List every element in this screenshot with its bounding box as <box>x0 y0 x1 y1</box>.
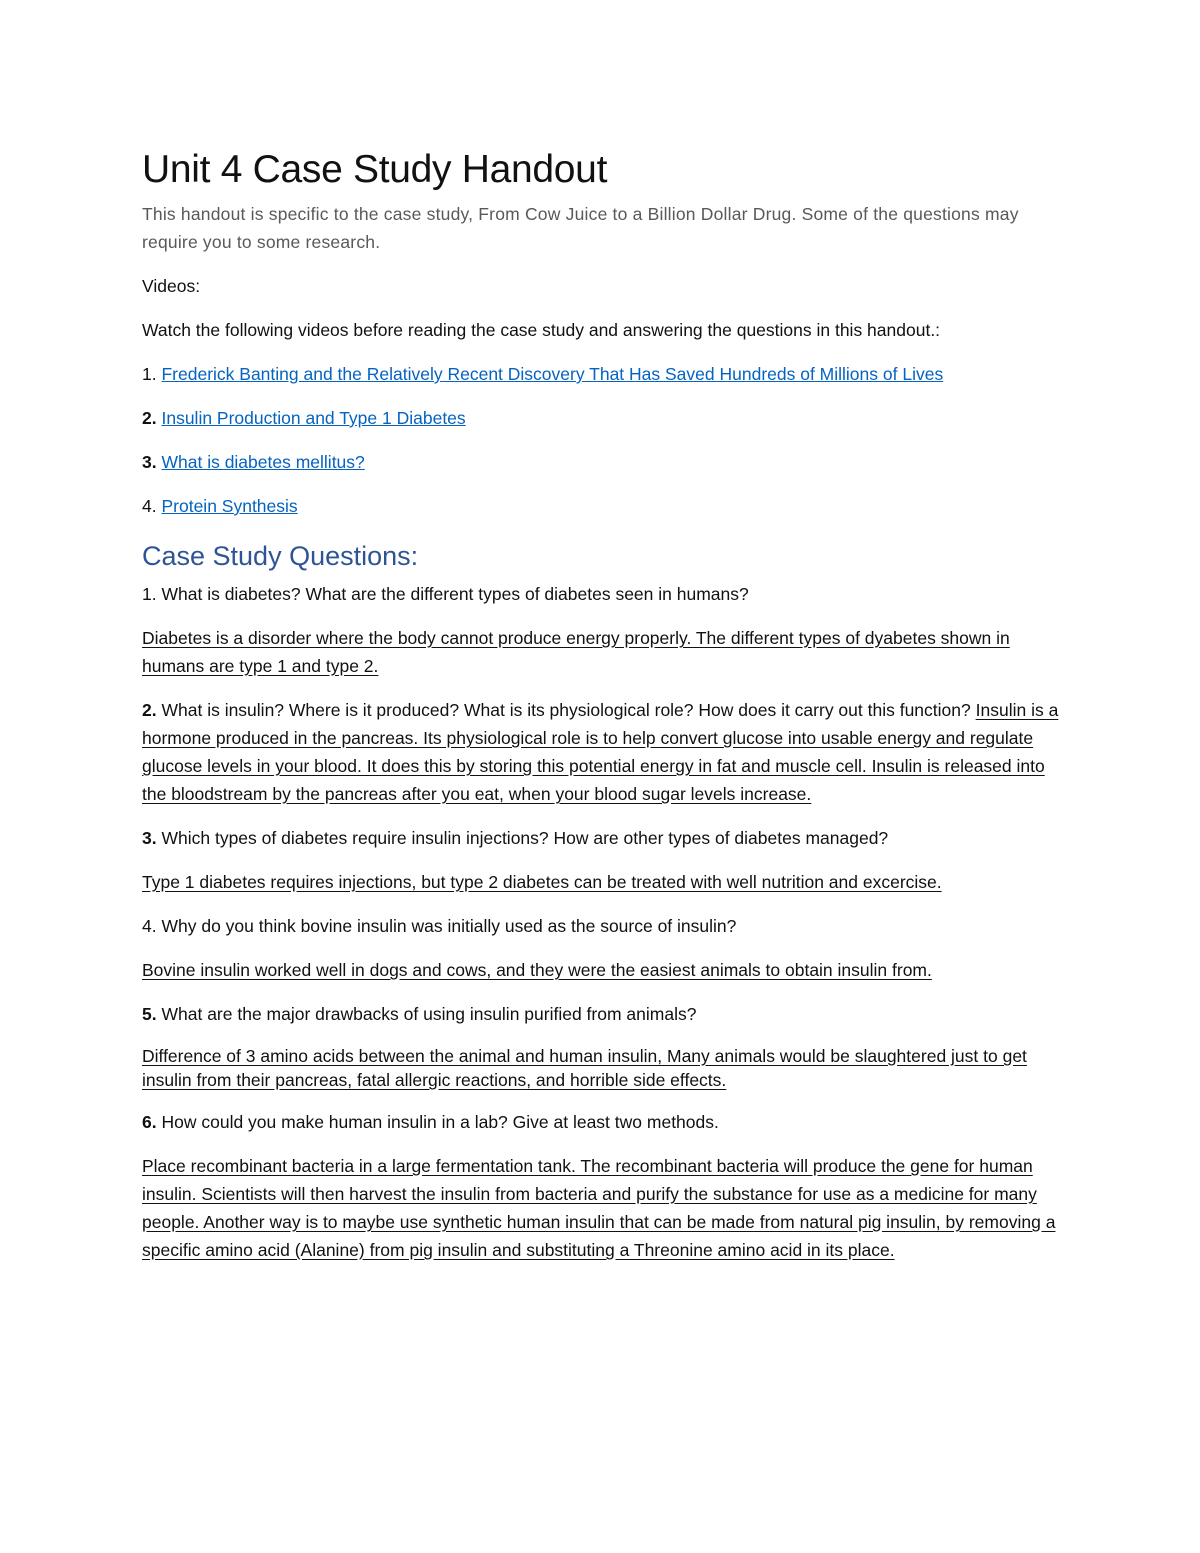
video-number: 4. <box>142 496 157 516</box>
video-link-insulin-production[interactable]: Insulin Production and Type 1 Diabetes <box>161 408 466 428</box>
video-item <box>142 360 1072 388</box>
video-item <box>142 448 1072 476</box>
questions-heading: Case Study Questions: <box>142 541 419 571</box>
videos-label: Videos: <box>142 276 201 296</box>
question-text: Which types of diabetes require insulin injections? How are other types of diabetes managed? <box>161 828 889 848</box>
question-1 <box>142 580 1072 608</box>
video-number: 1. <box>142 364 157 384</box>
question-text: Why do you think bovine insulin was initially used as the source of insulin? <box>161 916 737 936</box>
question-number: 5. <box>142 1004 157 1024</box>
answer-3: Type 1 diabetes requires injections, but type 2 diabetes can be treated with well nutrition and excercise. <box>142 872 942 892</box>
answer-4: Bovine insulin worked well in dogs and cows, and they were the easiest animals to obtain insulin from. <box>142 960 932 980</box>
video-link-diabetes-mellitus[interactable]: What is diabetes mellitus? <box>161 452 365 472</box>
page-subtitle: This handout is specific to the case study, From Cow Juice to a Billion Dollar Drug. Some of the questions may require you to some research. <box>142 204 1019 252</box>
answer-1: Diabetes is a disorder where the body cannot produce energy properly. The different types of dyabetes shown in humans are type 1 and type 2. <box>142 628 1010 676</box>
video-link-protein-synthesis[interactable]: Protein Synthesis <box>161 496 298 516</box>
answer-6: Place recombinant bacteria in a large fermentation tank. The recombinant bacteria will produce the gene for human insulin. Scientists will then harvest the insulin from bacteria and purify the substance for use as a medicine for many people. Another way is to maybe use synthetic human insulin that can be made from natural pig insulin, by removing a specific amino acid (Alanine) from pig insulin and substituting a Threonine amino acid in its place. <box>142 1156 1056 1260</box>
question-text: What is insulin? Where is it produced? What is its physiological role? How does it carry out this function? <box>161 700 971 720</box>
video-link-banting[interactable]: Frederick Banting and the Relatively Recent Discovery That Has Saved Hundreds of Millions of Lives <box>161 364 944 384</box>
video-number: 2. <box>142 408 157 428</box>
question-text: How could you make human insulin in a lab? Give at least two methods. <box>161 1112 719 1132</box>
page-title: Unit 4 Case Study Handout <box>142 148 608 191</box>
answer-5: Difference of 3 amino acids between the animal and human insulin, Many animals would be slaughtered just to get insulin from their pancreas, fatal allergic reactions, and horrible side effects. <box>142 1046 1027 1090</box>
question-4 <box>142 912 1072 940</box>
question-number: 4. <box>142 916 157 936</box>
question-number: 2. <box>142 700 157 720</box>
video-item <box>142 404 1072 432</box>
question-number: 6. <box>142 1112 157 1132</box>
question-text: What are the major drawbacks of using insulin purified from animals? <box>161 1004 697 1024</box>
question-5 <box>142 1000 1072 1028</box>
question-6 <box>142 1108 1072 1136</box>
question-number: 3. <box>142 828 157 848</box>
video-number: 3. <box>142 452 157 472</box>
videos-intro: Watch the following videos before reading the case study and answering the questions in this handout.: <box>142 320 941 340</box>
question-text: What is diabetes? What are the different types of diabetes seen in humans? <box>161 584 749 604</box>
question-number: 1. <box>142 584 157 604</box>
question-3 <box>142 824 1072 852</box>
answer-2: Insulin is a hormone produced in the pancreas. Its physiological role is to help convert glucose into usable energy and regulate glucose levels in your blood. It does this by storing this potential energy in fat and muscle cell. Insulin is released into the bloodstream by the pancreas after you eat, when your blood sugar levels increase. <box>142 700 1059 804</box>
document-page <box>142 140 1072 1280</box>
video-item <box>142 492 1072 520</box>
question-2 <box>142 696 1072 808</box>
